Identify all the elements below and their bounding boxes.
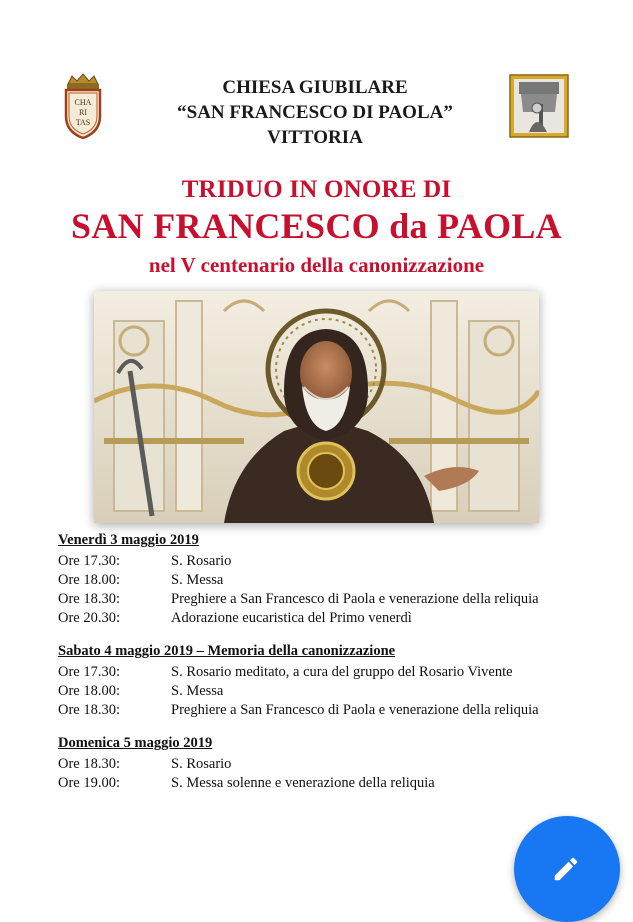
row-desc: Adorazione eucaristica del Primo venerdì — [171, 610, 412, 626]
crest-text-1: CHA — [74, 98, 92, 107]
row-time: Ore 18.00: — [58, 683, 121, 699]
row-time: Ore 18.30: — [58, 702, 121, 718]
row-desc: S. Messa — [171, 683, 224, 699]
row-time: Ore 18.30: — [58, 756, 121, 772]
day-3-heading: Domenica 5 maggio 2019 — [58, 735, 213, 751]
row-desc: S. Rosario — [171, 756, 232, 772]
crest-text-3: TAS — [75, 118, 91, 127]
church-city: VITTORIA — [267, 127, 363, 148]
schedule-row — [58, 774, 578, 793]
row-desc: S. Messa — [171, 572, 224, 588]
schedule-row — [58, 682, 578, 701]
day-2-heading: Sabato 4 maggio 2019 – Memoria della canonizzazione — [58, 643, 396, 659]
row-desc: Preghiere a San Francesco di Paola e venerazione della reliquia — [171, 591, 539, 607]
row-desc: S. Rosario meditato, a cura del gruppo del Rosario Vivente — [171, 664, 513, 680]
schedule-row — [58, 663, 578, 682]
row-time: Ore 18.30: — [58, 591, 121, 607]
schedule-row — [58, 701, 578, 720]
schedule — [58, 531, 578, 793]
event-subtitle: nel V centenario della canonizzazione — [148, 253, 485, 277]
row-time: Ore 19.00: — [58, 775, 121, 791]
schedule-row — [58, 609, 578, 628]
header — [0, 70, 633, 150]
row-desc: Preghiere a San Francesco di Paola e venerazione della reliquia — [171, 702, 539, 718]
row-desc: S. Messa solenne e venerazione della reliquia — [171, 775, 435, 791]
schedule-row — [58, 590, 578, 609]
schedule-row — [58, 571, 578, 590]
row-time: Ore 17.30: — [58, 664, 121, 680]
event-saint-name: SAN FRANCESCO da PAOLA — [71, 206, 562, 246]
crest-logo — [60, 72, 106, 140]
pencil-icon — [551, 854, 581, 884]
saint-icon — [509, 74, 569, 138]
row-time: Ore 17.30: — [58, 553, 121, 569]
event-heading: TRIDUO IN ONORE DI — [181, 176, 452, 203]
schedule-row — [58, 552, 578, 571]
row-time: Ore 20.30: — [58, 610, 121, 626]
edit-button[interactable] — [514, 816, 620, 922]
church-name-line-2: “SAN FRANCESCO DI PAOLA” — [177, 102, 453, 123]
saint-statue-photo — [94, 291, 539, 523]
schedule-row — [58, 755, 578, 774]
day-1-heading: Venerdì 3 maggio 2019 — [58, 532, 199, 548]
church-name-line-1: CHIESA GIUBILARE — [222, 77, 408, 98]
row-time: Ore 18.00: — [58, 572, 121, 588]
crest-text-2: RI — [79, 108, 87, 117]
row-desc: S. Rosario — [171, 553, 232, 569]
